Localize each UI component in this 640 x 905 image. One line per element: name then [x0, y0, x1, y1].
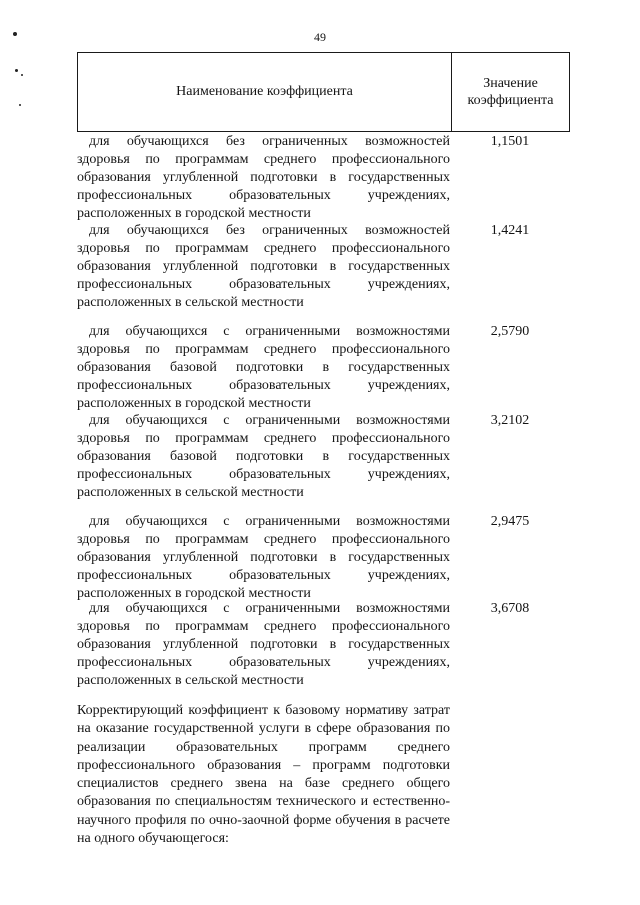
page-number: 49	[314, 30, 326, 44]
column-header-value	[452, 53, 569, 131]
coefficient-name: для обучающихся без ограниченных возможностей здоровья по программам среднего профессионального образования углубленной подготовки в государственных профессиональных образовательных учреждениях, расположенных в городской местности	[77, 134, 450, 221]
column-header-value-line1: Значение	[483, 76, 538, 91]
coefficient-value: 3,6708	[490, 601, 530, 616]
column-header-name: Наименование коэффициента	[78, 53, 452, 131]
coefficient-name: для обучающихся с ограниченными возможностями здоровья по программам среднего профессионального образования углубленной подготовки в государственных профессиональных образовательных учреждениях, расположенных в городской местности	[77, 514, 450, 601]
coefficient-value: 1,4241	[490, 223, 530, 238]
scan-speck	[15, 69, 18, 72]
table-header	[77, 52, 570, 132]
column-header-value-line2: коэффициента	[467, 93, 554, 108]
coefficient-value: 3,2102	[490, 413, 530, 428]
coefficient-value: 2,9475	[490, 514, 530, 529]
coefficient-name: для обучающихся с ограниченными возможностями здоровья по программам среднего профессионального образования базовой подготовки в государственных профессиональных образовательных учреждениях, расположенных в сельской местности	[77, 413, 450, 500]
coefficient-value: 1,1501	[490, 134, 530, 149]
coefficient-name: для обучающихся без ограниченных возможностей здоровья по программам среднего профессионального образования углубленной подготовки в государственных профессиональных образовательных учреждениях, расположенных в сельской местности	[77, 223, 450, 310]
closing-paragraph: Корректирующий коэффициент к базовому нормативу затрат на оказание государственной услуги в сфере образования по реализации образовательных программ среднего профессионального образования – программ подготовки специалистов среднего звена на базе среднего общего образования по специальностям технического и естественно-научного профиля по очно-заочной форме обучения в расчете на одного обучающегося:	[77, 703, 450, 847]
coefficient-name: для обучающихся с ограниченными возможностями здоровья по программам среднего профессионального образования углубленной подготовки в государственных профессиональных образовательных учреждениях, расположенных в сельской местности	[77, 601, 450, 688]
coefficient-value: 2,5790	[490, 324, 530, 339]
scan-speck	[21, 74, 23, 76]
coefficient-name: для обучающихся с ограниченными возможностями здоровья по программам среднего профессионального образования базовой подготовки в государственных профессиональных образовательных учреждениях, расположенных в городской местности	[77, 324, 450, 411]
scan-speck	[19, 104, 21, 106]
